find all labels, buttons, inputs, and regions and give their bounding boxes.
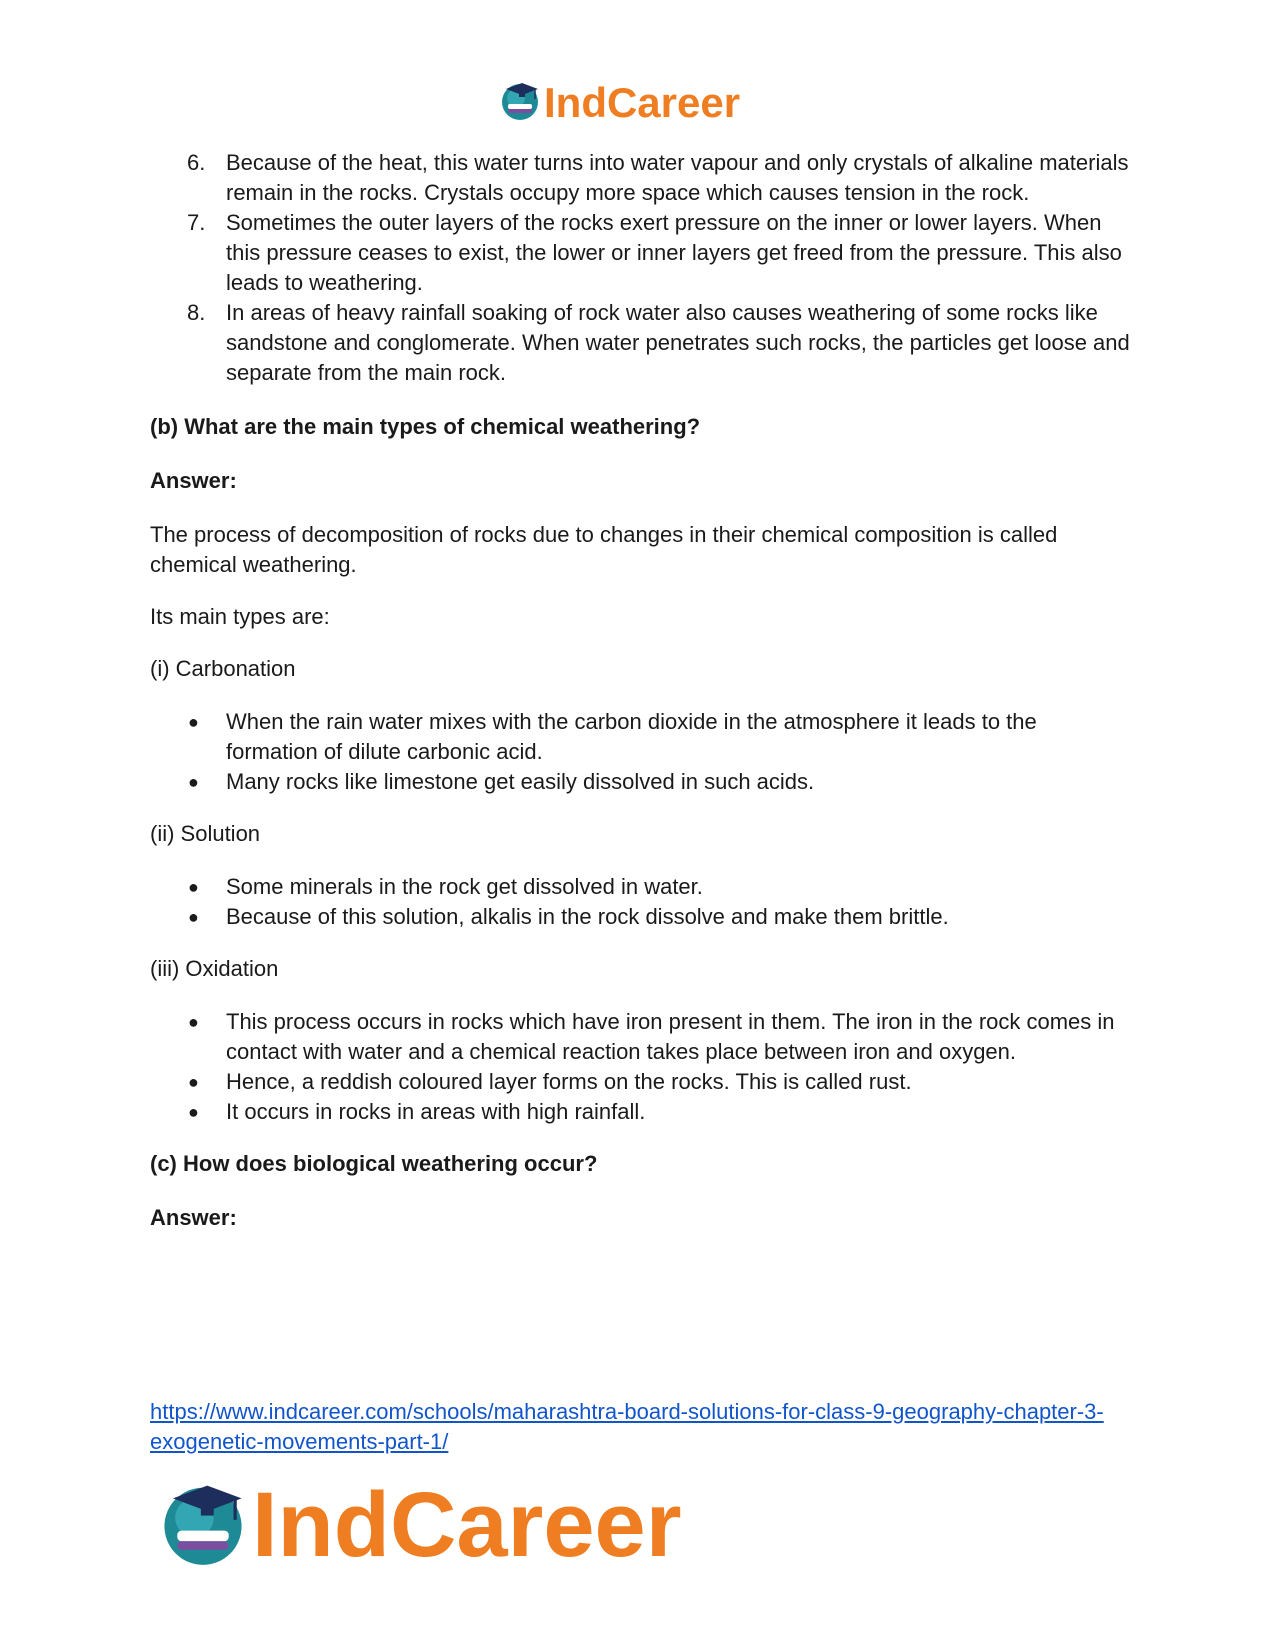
source-url-link[interactable]: https://www.indcareer.com/schools/maharashtra-board-solutions-for-class-9-geography-chapter-3-exogenetic-movements-part-1/	[150, 1399, 1104, 1454]
graduation-cap-book-icon	[500, 79, 540, 127]
answer-label-c: Answer:	[150, 1205, 237, 1230]
list-number: 8.	[187, 300, 206, 325]
definition-paragraph: The process of decomposition of rocks due to changes in their chemical composition is called chemical weathering.	[150, 522, 1058, 577]
bullet-item	[150, 767, 1130, 797]
solution-bullets	[150, 872, 1130, 932]
numbered-list	[150, 148, 1130, 388]
bullet-text: This process occurs in rocks which have iron present in them. The iron in the rock comes in contact with water and a chemical reaction takes place between iron and oxygen.	[226, 1009, 1115, 1064]
question-c-heading: (c) How does biological weathering occur?	[150, 1151, 598, 1176]
header-logo-text: IndCareer	[544, 79, 741, 126]
bullet-item	[150, 1007, 1130, 1067]
list-item	[150, 148, 1130, 208]
bullet-text: Hence, a reddish coloured layer forms on the rocks. This is called rust.	[226, 1069, 912, 1094]
bullet-item	[150, 872, 1130, 902]
bullet-item	[150, 707, 1130, 767]
bullet-dot: ●	[188, 1102, 199, 1122]
graduation-cap-book-icon	[160, 1477, 246, 1573]
type-carbonation-title: (i) Carbonation	[150, 656, 296, 681]
bullet-dot: ●	[188, 1072, 199, 1092]
bullet-item	[150, 902, 1130, 932]
list-number: 7.	[187, 210, 206, 235]
types-intro: Its main types are:	[150, 604, 330, 629]
bullet-text: Because of this solution, alkalis in the rock dissolve and make them brittle.	[226, 904, 949, 929]
header-logo	[500, 78, 770, 128]
bullet-item	[150, 1097, 1130, 1127]
footer-logo-text: IndCareer	[252, 1473, 682, 1576]
bullet-text: Some minerals in the rock get dissolved in water.	[226, 874, 703, 899]
question-b-heading: (b) What are the main types of chemical weathering?	[150, 414, 701, 439]
bullet-dot: ●	[188, 712, 199, 732]
list-item-text: Because of the heat, this water turns into water vapour and only crystals of alkaline materials remain in the rocks. Crystals occupy more space which causes tension in the rock.	[226, 150, 1129, 205]
bullet-dot: ●	[188, 877, 199, 897]
carbonation-bullets	[150, 707, 1130, 797]
bullet-text: It occurs in rocks in areas with high rainfall.	[226, 1099, 646, 1124]
list-item	[150, 208, 1130, 298]
answer-label: Answer:	[150, 468, 237, 493]
oxidation-bullets	[150, 1007, 1130, 1127]
bullet-item	[150, 1067, 1130, 1097]
type-solution-title: (ii) Solution	[150, 821, 261, 846]
list-item-text: Sometimes the outer layers of the rocks exert pressure on the inner or lower layers. When this pressure ceases to exist, the lower or inner layers get freed from the pressure. This also leads to weathering.	[226, 210, 1122, 295]
bullet-text: Many rocks like limestone get easily dissolved in such acids.	[226, 769, 815, 794]
bullet-dot: ●	[188, 772, 199, 792]
list-item	[150, 298, 1130, 388]
document-body	[150, 148, 1130, 1233]
list-number: 6.	[187, 150, 206, 175]
bullet-text: When the rain water mixes with the carbon dioxide in the atmosphere it leads to the formation of dilute carbonic acid.	[226, 709, 1037, 764]
bullet-dot: ●	[188, 1012, 199, 1032]
list-item-text: In areas of heavy rainfall soaking of rock water also causes weathering of some rocks like sandstone and conglomerate. When water penetrates such rocks, the particles get loose and separate from the main rock.	[226, 300, 1130, 385]
footer-logo	[160, 1470, 700, 1580]
bullet-dot: ●	[188, 907, 199, 927]
type-oxidation-title: (iii) Oxidation	[150, 956, 279, 981]
